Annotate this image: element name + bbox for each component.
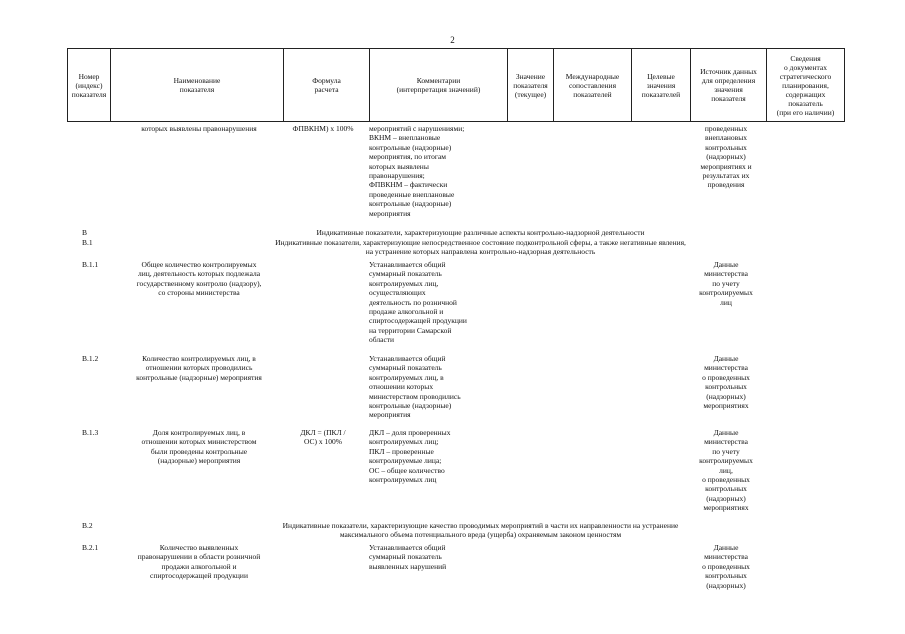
indicator-name: Количество выявленных правонарушении в области розничной продажи алкогольной и спиртосодержащей продукции [137, 543, 261, 581]
indicator-name: Количество контролируемых лиц, в отношении которых проводились контрольные (надзорные) мероприятия [136, 354, 262, 382]
indicator-id: В.2.1 [82, 543, 99, 552]
indicator-comment: мероприятий с нарушениями; ВКНМ – внеплановые контрольные (надзорные) мероприятия, по итогам которых выявлены правонарушения; ФПВКНМ – фактически проведенные внеплановые контрольные (надзорные) мероприятия [369, 124, 465, 218]
indicator-formula: ДКЛ = (ПКЛ / ОС) х 100% [300, 428, 346, 447]
indicator-id: В.1.1 [82, 260, 99, 269]
indicator-comment: ДКЛ – доля проверенных контролируемых лиц; ПКЛ – проверенные контролируемые лица; ОС – общее количество контролируемых лиц [369, 428, 451, 485]
indicator-comment: Устанавливается общий суммарный показатель контролируемых лиц, в отношении которых министерством проводились контрольные (надзорные) мероприятия [369, 354, 461, 420]
indicator-name: Доля контролируемых лиц, в отношении которых министерством были проведены контрольные (надзорные) мероприятия [141, 428, 257, 466]
indicator-source: Данные министерства о проведенных контрольных (надзорных) [702, 543, 750, 590]
indicator-table-header [67, 48, 845, 122]
indicator-source: Данные министерства о проведенных контрольных (надзорных) мероприятиях [702, 354, 750, 411]
header-strategic-docs: Сведения о документах стратегического планирования, содержащих показатель (при его наличии) [767, 49, 845, 122]
header-comments: Комментарии (интерпретация значений) [370, 49, 508, 122]
indicator-name: которых выявлены правонарушения [141, 124, 257, 133]
indicator-source: Данные министерства по учету контролируемых лиц, о проведенных контрольных (надзорных) мероприятиях [699, 428, 753, 513]
section-code: В.2 [82, 521, 93, 530]
header-target-values: Целевые значения показателей [632, 49, 691, 122]
indicator-comment: Устанавливается общий суммарный показатель выявленных нарушений [369, 543, 447, 571]
indicator-id: В.1.3 [82, 428, 99, 437]
page-number: 2 [450, 35, 455, 45]
header-name: Наименование показателя [111, 49, 284, 122]
section-title: Индикативные показатели, характеризующие различные аспекты контрольно-надзорной деятельности [316, 228, 645, 237]
header-international: Международные сопоставления показателей [554, 49, 632, 122]
indicator-formula: ФПВКНМ) х 100% [292, 124, 354, 133]
header-formula: Формула расчета [284, 49, 370, 122]
indicator-source: Данные министерства по учету контролируемых лиц [699, 260, 753, 307]
indicator-source: проведенных внеплановых контрольных (надзорных) мероприятиях и результатах их проведения [700, 124, 752, 190]
section-code: В.1 [82, 238, 93, 247]
indicator-comment: Устанавливается общий суммарный показатель контролируемых лиц, осуществляющих деятельность по розничной продаже алкогольной и спиртосодержащей продукции на территории Самарской области [369, 260, 467, 345]
header-current-value: Значение показателя (текущее) [508, 49, 554, 122]
table-body [67, 122, 844, 627]
indicator-name: Общее количество контролируемых лиц, деятельность которых подлежала государственному контролю (надзору), со стороны министерства [136, 260, 262, 298]
section-code: В [82, 228, 88, 237]
indicator-id: В.1.2 [82, 354, 99, 363]
section-title: Индикативные показатели, характеризующие непосредственное состояние подконтрольной сферы, а также негативные явления, на устранение которых направлена контрольно-надзорная деятельность [275, 238, 686, 257]
header-index: Номер (индекс) показателя [68, 49, 111, 122]
header-data-source: Источник данных для определения значения показателя [691, 49, 767, 122]
section-title: Индикативные показатели, характеризующие качество проводимых мероприятий в части их направленности на устранение максимального объема потенциального вреда (ущерба) охраняемым законом ценностям [282, 521, 679, 540]
